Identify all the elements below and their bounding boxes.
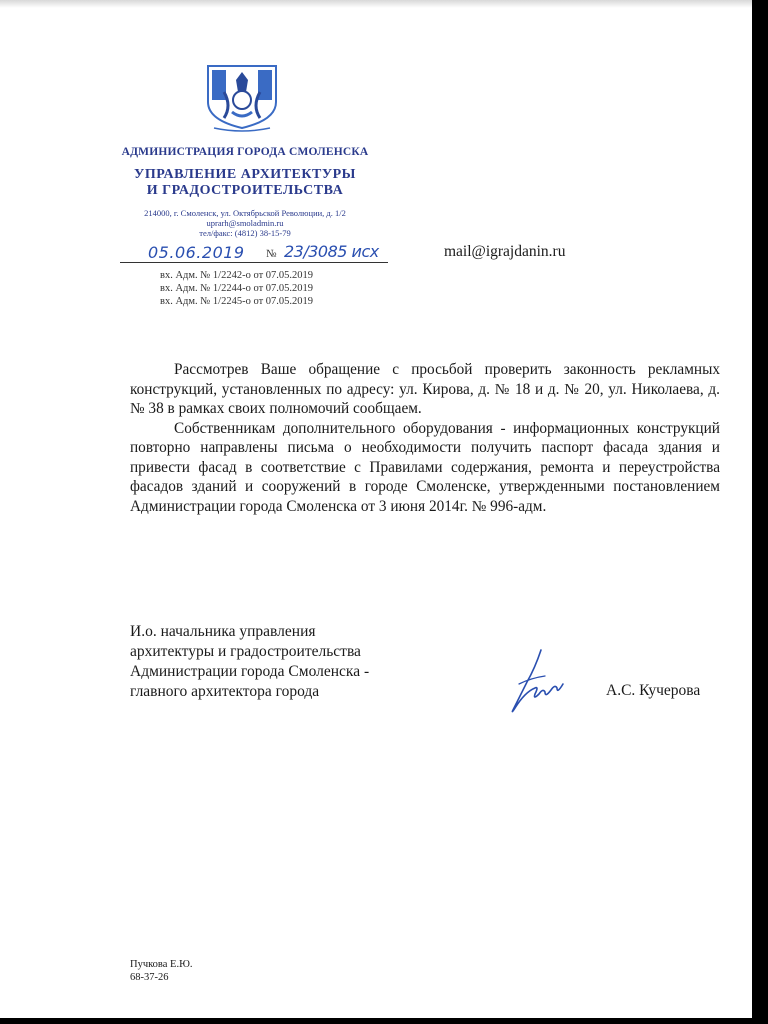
signer-position-line: главного архитектора города (130, 683, 320, 700)
administration-name: АДМИНИСТРАЦИЯ ГОРОДА СМОЛЕНСКА (121, 146, 369, 158)
executor-name: Пучкова Е.Ю. (130, 959, 193, 970)
registration-number-label: № (266, 248, 277, 260)
incoming-references (160, 269, 313, 308)
registration-date: 05.06.2019 (148, 243, 245, 262)
executor-info (130, 958, 193, 984)
body-paragraph-1: Рассмотрев Ваше обращение с просьбой проверить законность рекламных конструкций, установленных по адресу: ул. Кирова, д. № 18 и д. № 20, ул. Николаева, д. № 38 в рамках своих полномочий сообщаем. (130, 361, 720, 417)
scan-right-border (752, 0, 768, 1024)
city-coat-of-arms-icon (202, 62, 282, 136)
registration-underline (120, 262, 388, 263)
executor-phone: 68-37-26 (130, 972, 169, 983)
department-name-line2: И ГРАДОСТРОИТЕЛЬСТВА (146, 183, 344, 198)
recipient-email: mail@igrajdanin.ru (444, 243, 566, 260)
signer-position-line: архитектуры и градостроительства (130, 643, 361, 660)
body-paragraph-2: Собственникам дополнительного оборудования - информационных конструкций повторно направлены письма о необходимости получить паспорт фасада здания и привести фасад в соответствие с Правилами содержания, ремонта и переустройства фасадов зданий и сооружений в городе Смоленске, утвержденными постановлением Администрации города Смоленска от 3 июня 2014г. № 996-адм. (130, 419, 720, 515)
signer-position-line: И.о. начальника управления (130, 623, 316, 640)
signer-position (130, 622, 369, 702)
address-phone: тел/факс: (4812) 38-15-79 (199, 228, 291, 238)
handwritten-signature-icon (505, 648, 567, 714)
department-name-line1: УПРАВЛЕНИЕ АРХИТЕКТУРЫ (134, 167, 356, 182)
address-email: uprarh@smoladmin.ru (206, 218, 284, 228)
signer-position-line: Администрации города Смоленска - (130, 663, 370, 680)
letterhead-address (100, 208, 390, 238)
incoming-reference: вх. Адм. № 1/2242-о от 07.05.2019 (160, 270, 314, 281)
scan-bottom-border (0, 1018, 768, 1024)
department-name (100, 167, 390, 199)
signer-name: А.С. Кучерова (606, 682, 701, 699)
scan-top-shadow (0, 0, 768, 8)
incoming-reference: вх. Адм. № 1/2245-о от 07.05.2019 (160, 296, 314, 307)
registration-number: 23/3085 исх (284, 242, 379, 261)
letter-body (130, 360, 720, 516)
incoming-reference: вх. Адм. № 1/2244-о от 07.05.2019 (160, 283, 314, 294)
address-street: 214000, г. Смоленск, ул. Октябрьской Революции, д. 1/2 (144, 208, 346, 218)
